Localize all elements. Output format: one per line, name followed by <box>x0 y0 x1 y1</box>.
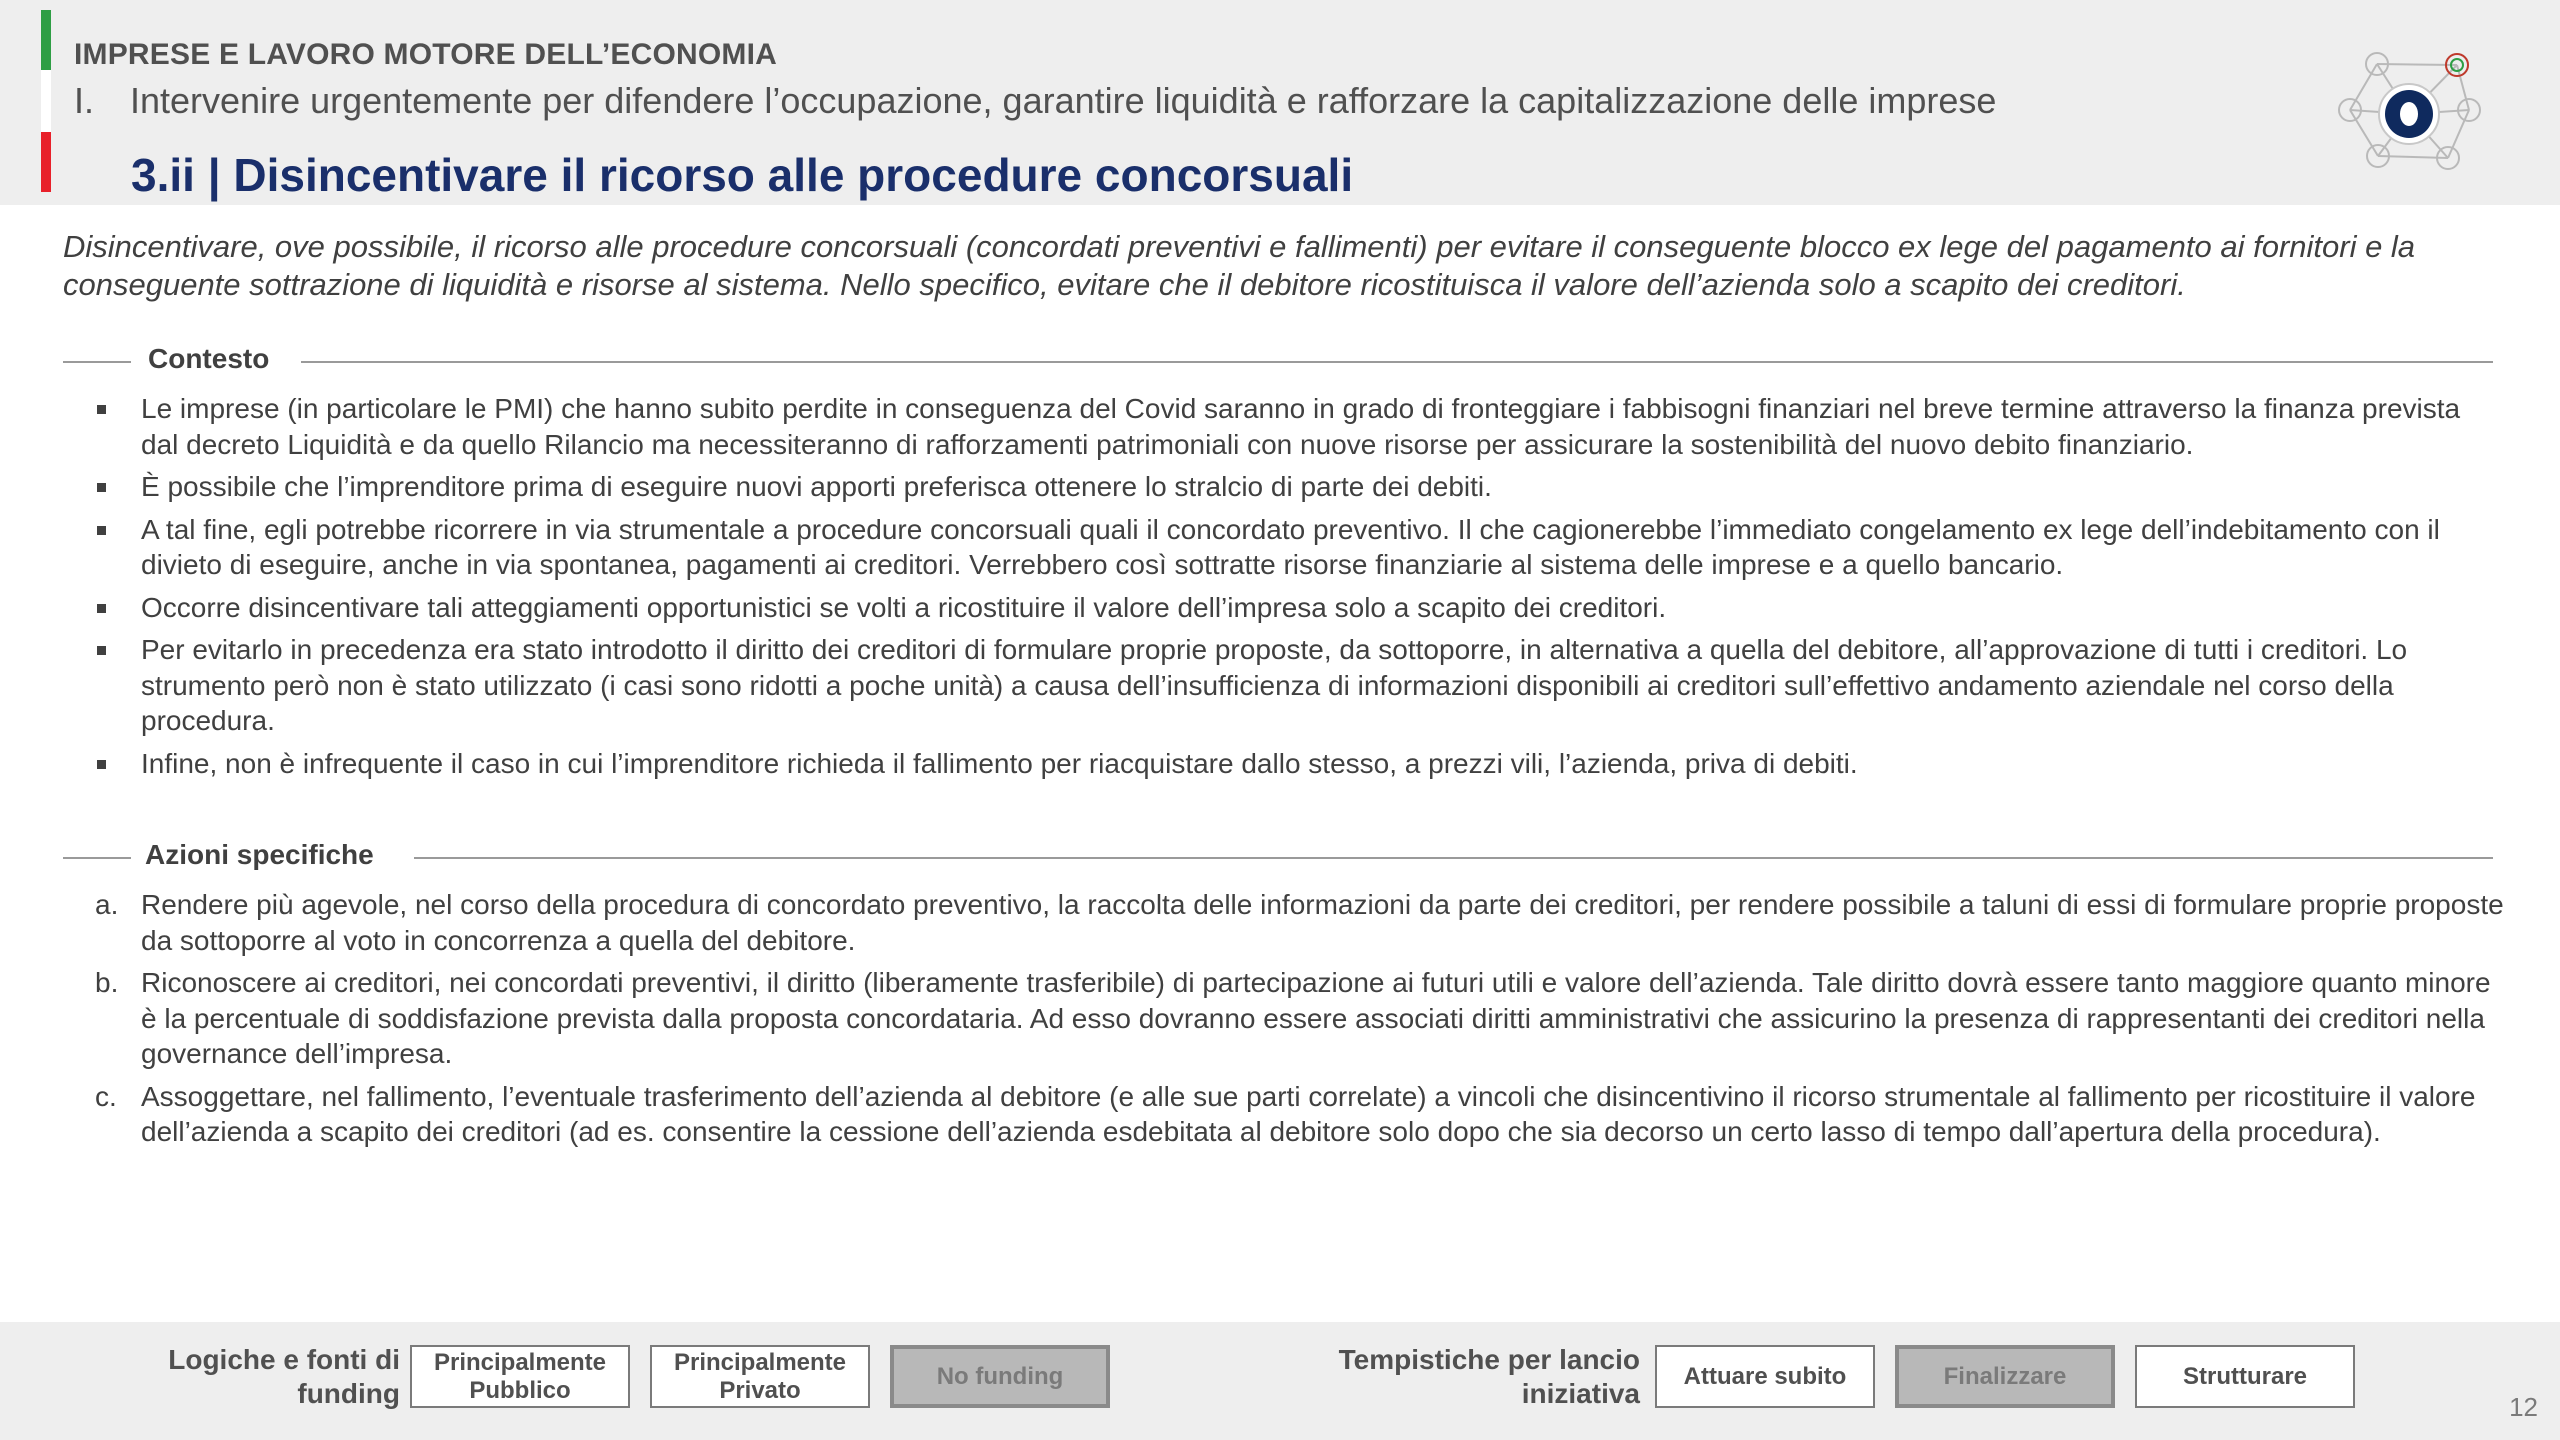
list-item-text: Rendere più agevole, nel corso della procedura di concordato preventivo, la raccolta delle informazioni da parte dei creditori, per rendere possibile a taluni di essi di formulare proprie proposte da sottoporre al voto in concorrenza a quella del debitore. <box>141 889 2504 956</box>
list-item <box>95 590 2505 626</box>
azioni-separator <box>63 837 2493 877</box>
flag-white-stripe <box>41 70 51 132</box>
funding-option-no-funding <box>890 1345 1110 1408</box>
list-item <box>95 391 2505 462</box>
option-line: No funding <box>936 1362 1064 1390</box>
list-item-text: Assoggettare, nel fallimento, l’eventuale trasferimento dell’azienda al debitore (e alle sue parti correlate) a vincoli che disincentivino il ricorso strumentale al fallimento per ricostituire il valore dell’azienda a scapito dei creditori (ad es. consentire la cessione dell’azienda esdebitata al debitore solo dopo che sia decorso un certo lasso di tempo dall’apertura della procedura). <box>141 1080 2476 1147</box>
list-item-text: Infine, non è infrequente il caso in cui l’imprenditore richieda il fallimento per riacquistare dallo stesso, a prezzi vili, l’azienda, priva di debiti. <box>141 747 1858 779</box>
list-marker: a. <box>95 889 119 920</box>
funding-option-pubblico <box>410 1345 630 1408</box>
list-item <box>95 469 2505 505</box>
option-line: Pubblico <box>469 1376 571 1404</box>
list-item <box>95 746 2505 782</box>
azioni-heading: Azioni specifiche <box>145 839 374 870</box>
page-title: 3.ii | Disincentivare il ricorso alle procedure concorsuali <box>131 149 1354 201</box>
section-subtitle <box>74 80 1996 122</box>
list-item-text: È possibile che l’imprenditore prima di eseguire nuovi apporti preferisca ottenere lo stralcio di parte dei debiti. <box>141 471 1492 502</box>
separator-line-right <box>414 857 2493 859</box>
option-line: Strutturare <box>2182 1362 2308 1390</box>
timing-option-strutturare <box>2135 1345 2355 1408</box>
option-line: Attuare subito <box>1683 1362 1847 1390</box>
list-item-text: A tal fine, egli potrebbe ricorrere in via strumentale a procedure concorsuali quali il concordato preventivo. Il che cagionerebbe l’immediato congelamento ex lege dell’indebitamento con il divieto di eseguire, anche in via spontanea, pagamenti ai creditori. Verrebbero così sottratte risorse finanziarie al sistema delle imprese e a quello bancario. <box>141 513 2440 580</box>
flag-green-stripe <box>41 10 51 70</box>
funding-label <box>120 1343 400 1411</box>
separator-line-left <box>63 857 131 859</box>
flag-red-stripe <box>41 132 51 192</box>
list-marker: c. <box>95 1080 117 1112</box>
list-item <box>95 512 2505 583</box>
separator-line-left <box>63 361 131 363</box>
list-marker: b. <box>95 967 119 998</box>
option-line: Finalizzare <box>1943 1362 2067 1390</box>
intro-paragraph: Disincentivare, ove possibile, il ricorso alle procedure concorsuali (concordati preventivi e fallimenti) per evitare il conseguente blocco ex lege del pagamento ai fornitori e la conseguente sottrazione di liquidità e risorse al sistema. Nello specifico, evitare che il debitore ricostituisca il valore dell’azienda solo a scapito dei creditori. <box>63 229 2416 302</box>
timing-option-attuare-subito <box>1655 1345 1875 1408</box>
list-item-text: Le imprese (in particolare le PMI) che hanno subito perdite in conseguenza del Covid saranno in grado di fronteggiare i fabbisogni finanziari nel breve termine attraverso la finanza prevista dal decreto Liquidità e da quello Rilancio ma necessiteranno di rafforzamenti patrimoniali con nuove risorse per assicurare la sostenibilità del nuovo debito finanziario. <box>141 393 2461 460</box>
subtitle-number: I. <box>74 80 95 121</box>
list-item <box>95 1079 2505 1150</box>
option-line: Principalmente <box>673 1348 847 1376</box>
timing-option-finalizzare <box>1895 1345 2115 1408</box>
network-logo-icon <box>2336 44 2482 178</box>
timing-label-line: iniziativa <box>1521 1378 1640 1409</box>
section-super-title: IMPRESE E LAVORO MOTORE DELL’ECONOMIA <box>74 38 778 71</box>
azioni-list <box>95 887 2505 1157</box>
list-item-text: Per evitarlo in precedenza era stato introdotto il diritto dei creditori di formulare proprie proposte, da sottoporre, in alternativa a quella del debitore, all’approvazione di tutti i creditori. Lo strumento però non è stato utilizzato (i casi sono ridotti a poche unità) a causa dell’insufficienza di informazioni disponibili ai creditori sull’effettivo andamento aziendale nel corso della procedura. <box>141 634 2408 736</box>
contesto-separator <box>63 341 2493 381</box>
contesto-heading: Contesto <box>148 343 270 374</box>
page-number: 12 <box>2509 1392 2538 1422</box>
subtitle-text: Intervenire urgentemente per difendere l’occupazione, garantire liquidità e rafforzare la capitalizzazione delle imprese <box>130 80 1997 121</box>
funding-option-privato <box>650 1345 870 1408</box>
header-band <box>0 0 2560 205</box>
option-line: Principalmente <box>433 1348 607 1376</box>
option-line: Privato <box>719 1376 801 1404</box>
timing-label <box>1260 1343 1640 1411</box>
separator-line-right <box>301 361 2493 363</box>
contesto-list <box>95 391 2505 788</box>
list-item <box>95 965 2505 1072</box>
list-item <box>95 632 2505 739</box>
funding-label-line: Logiche e fonti di <box>168 1344 400 1375</box>
list-item-text: Occorre disincentivare tali atteggiamenti opportunistici se volti a ricostituire il valore dell’impresa solo a scapito dei creditori. <box>141 591 1667 623</box>
list-item-text: Riconoscere ai creditori, nei concordati preventivi, il diritto (liberamente trasferibile) di partecipazione ai futuri utili e valore dell’azienda. Tale diritto dovrà essere tanto maggiore quanto minore è la percentuale di soddisfazione prevista dalla proposta concordataria. Ad esso dovranno essere associati diritti amministrativi che assicurino la presenza di rappresentanti dei creditori nella governance dell’impresa. <box>141 967 2491 1069</box>
funding-label-line: funding <box>297 1378 400 1409</box>
list-item <box>95 887 2505 958</box>
timing-label-line: Tempistiche per lancio <box>1338 1344 1640 1375</box>
